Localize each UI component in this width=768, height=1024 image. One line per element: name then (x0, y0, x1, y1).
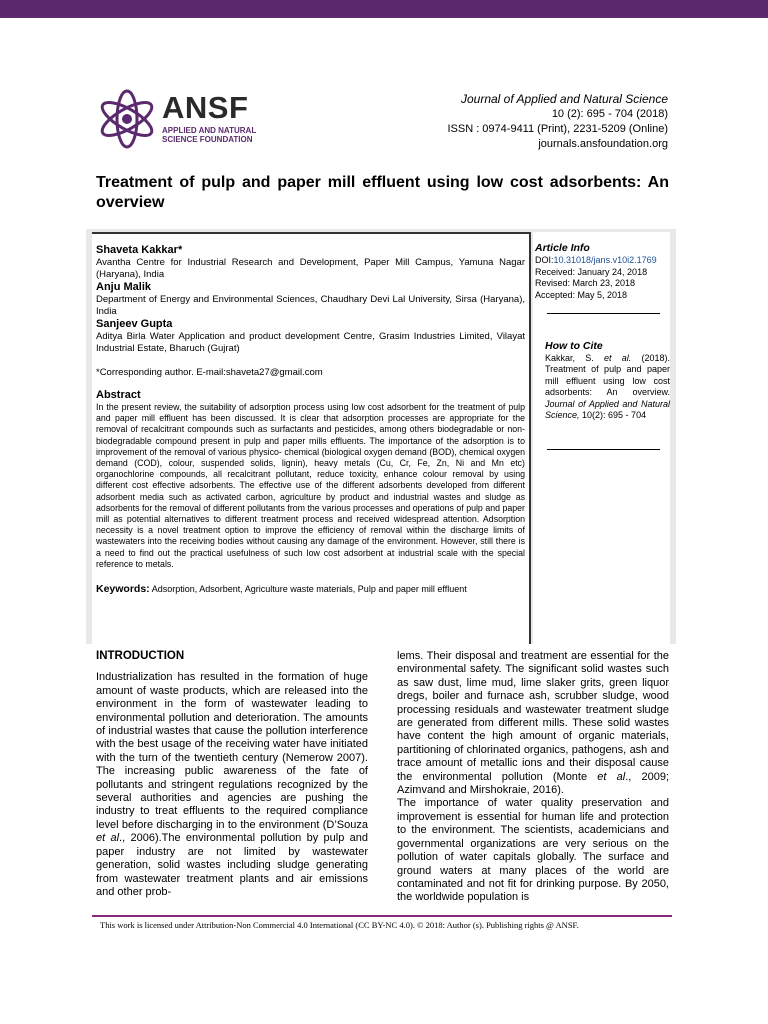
abstract-heading: Abstract (96, 389, 141, 401)
citation-text: Kakkar, S. et al. (2018). Treatment of pulp and paper mill effluent using low cost adsorbents: An overview. Journal of Applied and Natural Science, 10(2): 695 - 704 (545, 353, 670, 421)
journal-name: Journal of Applied and Natural Science (460, 92, 668, 106)
author-affiliation: Aditya Birla Water Application and product development Centre, Grasim Industries Limited, Vilayat Industrial Estate, Bharuch (Gujrat) (96, 331, 525, 354)
journal-volume: 10 (2): 695 - 704 (2018) (551, 108, 668, 120)
author-name: Shaveta Kakkar* (96, 244, 183, 256)
license-footer: This work is licensed under Attribution-Non Commercial 4.0 International (CC BY-NC 4.0). © 2018: Author (s). Publishing rights @ ANSF. (100, 920, 579, 930)
author-affiliation: Department of Energy and Environmental Sciences, Chaudhary Devi Lal University, Sirsa (Haryana), India (96, 294, 525, 317)
ansf-logo (96, 88, 271, 148)
revised-date: Revised: March 23, 2018 (535, 278, 636, 288)
doi-link[interactable]: 10.31018/jans.v10i2.1769 (553, 255, 657, 265)
keywords (96, 584, 525, 595)
author-name: Anju Malik (96, 281, 152, 293)
authors-abstract-box (92, 232, 531, 644)
author-name: Sanjeev Gupta (96, 318, 173, 330)
author-affiliation: Avantha Centre for Industrial Research and Development, Paper Mill Campus, Yamuna Nagar (Haryana), India (96, 257, 525, 280)
body-column-right (397, 650, 669, 905)
paper-title: Treatment of pulp and paper mill effluent using low cost adsorbents: An overview (96, 174, 669, 211)
divider (547, 449, 660, 450)
journal-issn: ISSN : 0974-9411 (Print), 2231-5209 (Online) (447, 123, 668, 135)
abstract-text: In the present review, the suitability of adsorption process using low cost adsorbent for the treatment of pulp and paper mill effluent has been discussed. It is clear that adsorption processes are appropriate for the removal of recalcitrant compounds such as surfactants and pesticides, among others biodegradable or non-biodegradable compound present in pulp and paper mills effluents. The importance of the adsorption is to improvement of the removal of various physico- chemical (biological oxygen demand (BOD), chemical oxygen demand (COD), colour, suspended solids, lignin), heavy metals (Cu, Cr, Fe, Zn, Ni and Mn etc) organochlorine compounds, all recalcitrant pollutant, reduce toxicity, enhance colour removal by using different cost effective adsorbents. The effective use of the different adsorbents developed from different adsorbent media such as activated carbon, agriculture by product and industrial wastes and sludge as adsorbents for the removal of different pollutants from the various processes and operations of pulp and paper mill as potential alternatives to different treatment process and received widespread attention. Adsorption necessity is a novel treatment option to improve the efficiency of removal within the discharge limits of wastewaters into the receiving bodies without causing any damage of the environment. However, still there is a need to find out the practical usefulness of such low cost adsorbent at industrial scale with the special reference to metals. (96, 402, 525, 569)
logo-wordmark: ANSF (162, 90, 249, 125)
how-to-cite-heading: How to Cite (545, 340, 603, 352)
journal-url[interactable]: journals.ansfoundation.org (538, 138, 668, 150)
paragraph: lems. Their disposal and treatment are essential for the environmental safety. The significant solid wastes such as saw dust, lime mud, lime slaker grits, green liquor dregs, boiler and furnace ash, scrubber sludge, wood processing residuals and wastewater treatment sludge are generated from different mills. These solid wastes have content the high amount of organic materials, partitioning of chlorinated organics, pathogens, ash and trace amount of metallic ions and their disposal cause the environmental pollution (Monte et al., 2009; Azimvand and Mirshokraie, 2016). (397, 650, 669, 797)
atom-logo-icon (96, 88, 158, 150)
doi-line (535, 255, 668, 267)
accepted-date: Accepted: May 5, 2018 (535, 289, 628, 300)
body-column-left (96, 650, 368, 899)
keywords-text: Adsorption, Adsorbent, Agriculture waste materials, Pulp and paper mill effluent (151, 584, 467, 595)
doi-label: DOI: (535, 255, 554, 265)
article-info-box (533, 232, 670, 644)
section-heading: INTRODUCTION (96, 650, 185, 662)
corresponding-author: *Corresponding author. E-mail:shaveta27@gmail.com (96, 367, 323, 378)
article-info-heading: Article Info (535, 242, 590, 254)
footer-rule (92, 915, 672, 917)
received-date: Received: January 24, 2018 (535, 266, 648, 277)
top-color-bar (0, 0, 768, 18)
journal-info (447, 92, 668, 152)
paragraph: The importance of water quality preservation and improvement is essential for human life and protection to the environment. The scientists, academicians and governmental organizations are very serious on the pollution of water capitals globally. The surface and ground waters at many places of the world are contaminated and not fit for drinking purpose. By 2050, the worldwide population is (397, 797, 669, 904)
logo-tagline: APPLIED AND NATURAL SCIENCE FOUNDATION (162, 126, 257, 144)
keywords-label: Keywords: (96, 583, 150, 596)
paragraph: Industrialization has resulted in the formation of huge amount of waste products, which are released into the environment in the form of wastewater leading to environmental pollution and deterioration. The amounts of industrial wastes that cause the pollution interference with the best usage of the receiving water have initiated with the turn of the twentieth century (Nemerow 2007). The increasing public awareness of the fate of pollutants and stringent regulations recognized by the several authorities and agencies are pushing the industry to treat effluents to the required compliance level before discharging in to the environment (D’Souza et al., 2006).The environmental pollution by pulp and paper industry are not limited by wastewater generation, solid wastes including sludge generating from wastewater treatment plants and air emissions and other prob- (96, 671, 368, 898)
